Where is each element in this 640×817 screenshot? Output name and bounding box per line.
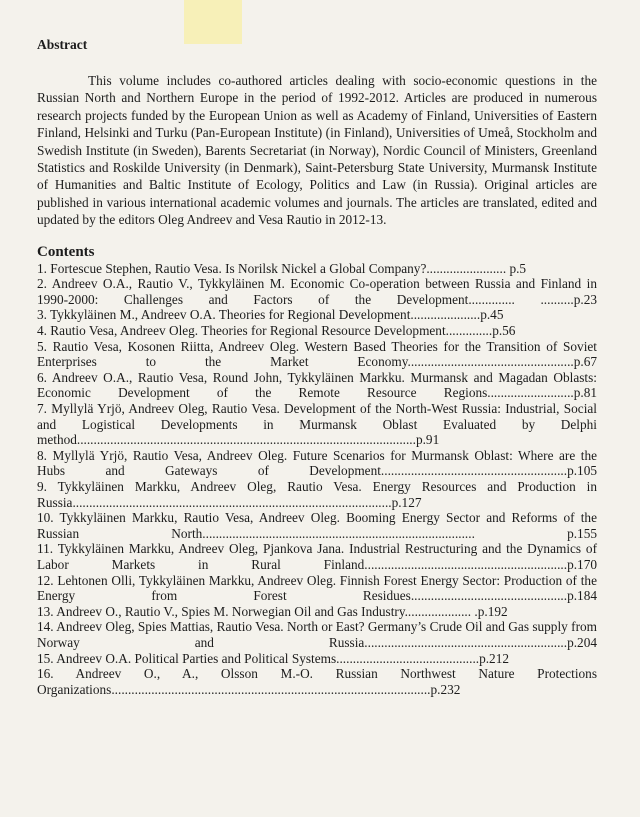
toc-item[interactable]: 10. Tykkyläinen Markku, Rautio Vesa, Andreev Oleg. Booming Energy Sector and Reforms of the Russian North.................................................................................. p.155 [37,510,597,541]
toc-item[interactable]: 11. Tykkyläinen Markku, Andreev Oleg, Pjankova Jana. Industrial Restructuring and the Dynamics of Labor Markets in Rural Finland.............................................................p.170 [37,541,597,572]
toc-item[interactable]: 14. Andreev Oleg, Spies Mattias, Rautio Vesa. North or East? Germany’s Crude Oil and Gas supply from Norway and Russia.............................................................p.204 [37,619,597,650]
abstract-text: This volume includes co-authored articles dealing with socio-economic questions in the Russian North and Northern Europe in the period of 1992-2012. Articles are produced in numerous research projects funded by the European Union as well as Academy of Finland, Universities of Eastern Finland, Helsinki and Turku (Pan-European Institute) (in Finland), Universities of Umeå, Stockholm and Swedish Institute (in Sweden), Barents Secretariat (in Norway), Nordic Council of Ministers, Greenland Statistics and Roskilde University (in Denmark), Saint-Petersburg State University, Murmansk Institute of Humanities and Baltic Institute of Ecology, Politics and Law (in Russia). Original articles are published in various international academic volumes and journals. The articles are translated, edited and updated by the editors Oleg Andreev and Vesa Rautio in 2012-13. [37,73,597,228]
toc-item[interactable]: 2. Andreev O.A., Rautio V., Tykkyläinen M. Economic Co-operation between Russia and Finland in 1990-2000: Challenges and Factors of the Development.............. ..........p.23 [37,276,597,307]
toc-item[interactable]: 4. Rautio Vesa, Andreev Oleg. Theories for Regional Resource Development..............p.56 [37,323,516,339]
contents-heading: Contents [37,243,95,260]
toc-item[interactable]: 8. Myllylä Yrjö, Rautio Vesa, Andreev Oleg. Future Scenarios for Murmansk Oblast: Where are the Hubs and Gateways of Development........................................................p.105 [37,447,597,479]
toc-item[interactable]: 13. Andreev O., Rautio V., Spies M. Norwegian Oil and Gas Industry.................... .p.192 [37,603,508,619]
toc-item[interactable]: 15. Andreev O.A. Political Parties and Political Systems...........................................p.212 [37,650,510,666]
toc-item[interactable]: 9. Tykkyläinen Markku, Andreev Oleg, Rautio Vesa. Energy Resources and Production in Russia................................................................................................p.127 [37,478,597,510]
toc-item[interactable]: 3. Tykkyläinen M., Andreev O.A. Theories for Regional Development.....................p.45 [37,307,504,323]
toc-item[interactable]: 7. Myllylä Yrjö, Andreev Oleg, Rautio Vesa. Development of the North-West Russia: Industrial, Social and Logistical Developments in Murmansk Oblast Evaluated by Delphi method......................................................................................................p.91 [37,401,597,448]
toc-item[interactable]: 12. Lehtonen Olli, Tykkyläinen Markku, Andreev Oleg. Finnish Forest Energy Sector: Production of the Energy from Forest Residues...............................................p.184 [37,572,597,604]
document-page [37,36,597,697]
table-of-contents [37,261,597,698]
toc-item[interactable]: 6. Andreev O.A., Rautio Vesa, Round John, Tykkyläinen Markku. Murmansk and Magadan Oblasts: Economic Development of the Remote Resource Regions..........................p.81 [37,369,597,401]
toc-item[interactable]: 16. Andreev O., A., Olsson M.-O. Russian Northwest Nature Protections Organizations................................................................................................p.232 [37,666,597,697]
toc-item[interactable]: 5. Rautio Vesa, Kosonen Riitta, Andreev Oleg. Western Based Theories for the Transition of Soviet Enterprises to the Market Economy..................................................p.67 [37,338,597,370]
abstract-heading: Abstract [37,37,88,52]
toc-item[interactable]: 1. Fortescue Stephen, Rautio Vesa. Is Norilsk Nickel a Global Company?........................ p.5 [37,260,527,276]
